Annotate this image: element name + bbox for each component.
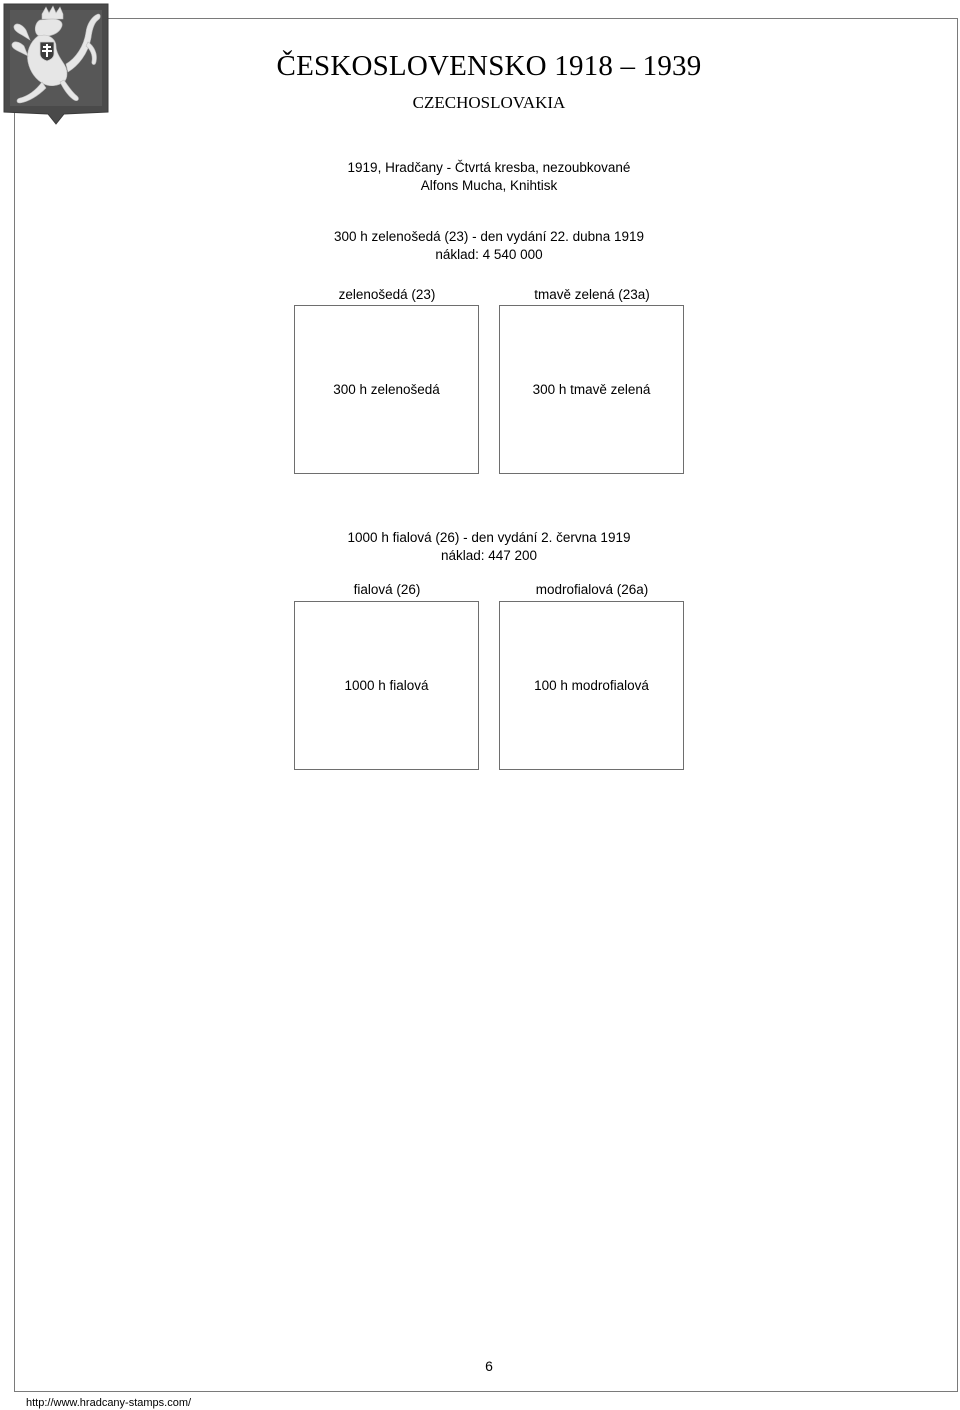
stamp-mount-box <box>294 601 479 770</box>
stamp-box-text: 300 h tmavě zelená <box>532 382 651 397</box>
stamp-box-text: 100 h modrofialová <box>534 678 649 693</box>
stamp-label: tmavě zelená (23a) <box>534 287 650 302</box>
issue2-print-run: náklad: 447 200 <box>440 548 538 563</box>
stamp-box-text: 1000 h fialová <box>344 678 429 693</box>
series-designer: Alfons Mucha, Knihtisk <box>420 178 558 193</box>
stamp-mount-box <box>499 305 684 474</box>
issue2-heading: 1000 h fialová (26) - den vydání 2. června 1919 <box>347 530 631 545</box>
page-frame <box>14 18 958 1392</box>
issue1-print-run: náklad: 4 540 000 <box>435 247 543 262</box>
footer-link[interactable]: http://www.hradcany-stamps.com/ <box>26 1397 192 1409</box>
series-title: 1919, Hradčany - Čtvrtá kresba, nezoubkované <box>347 160 631 175</box>
stamp-label: fialová (26) <box>353 582 421 597</box>
stamp-box-text: 300 h zelenošedá <box>333 382 440 397</box>
stamp-mount-box <box>294 305 479 474</box>
stamp-label: modrofialová (26a) <box>535 582 649 597</box>
stamp-label: zelenošedá (23) <box>338 287 436 302</box>
stamp-mount-box <box>499 601 684 770</box>
issue1-heading: 300 h zelenošedá (23) - den vydání 22. dubna 1919 <box>334 229 644 244</box>
page-title: ČESKOSLOVENSKO 1918 – 1939 <box>276 50 702 82</box>
page-subtitle: CZECHOSLOVAKIA <box>412 93 566 112</box>
page-number: 6 <box>485 1358 493 1374</box>
